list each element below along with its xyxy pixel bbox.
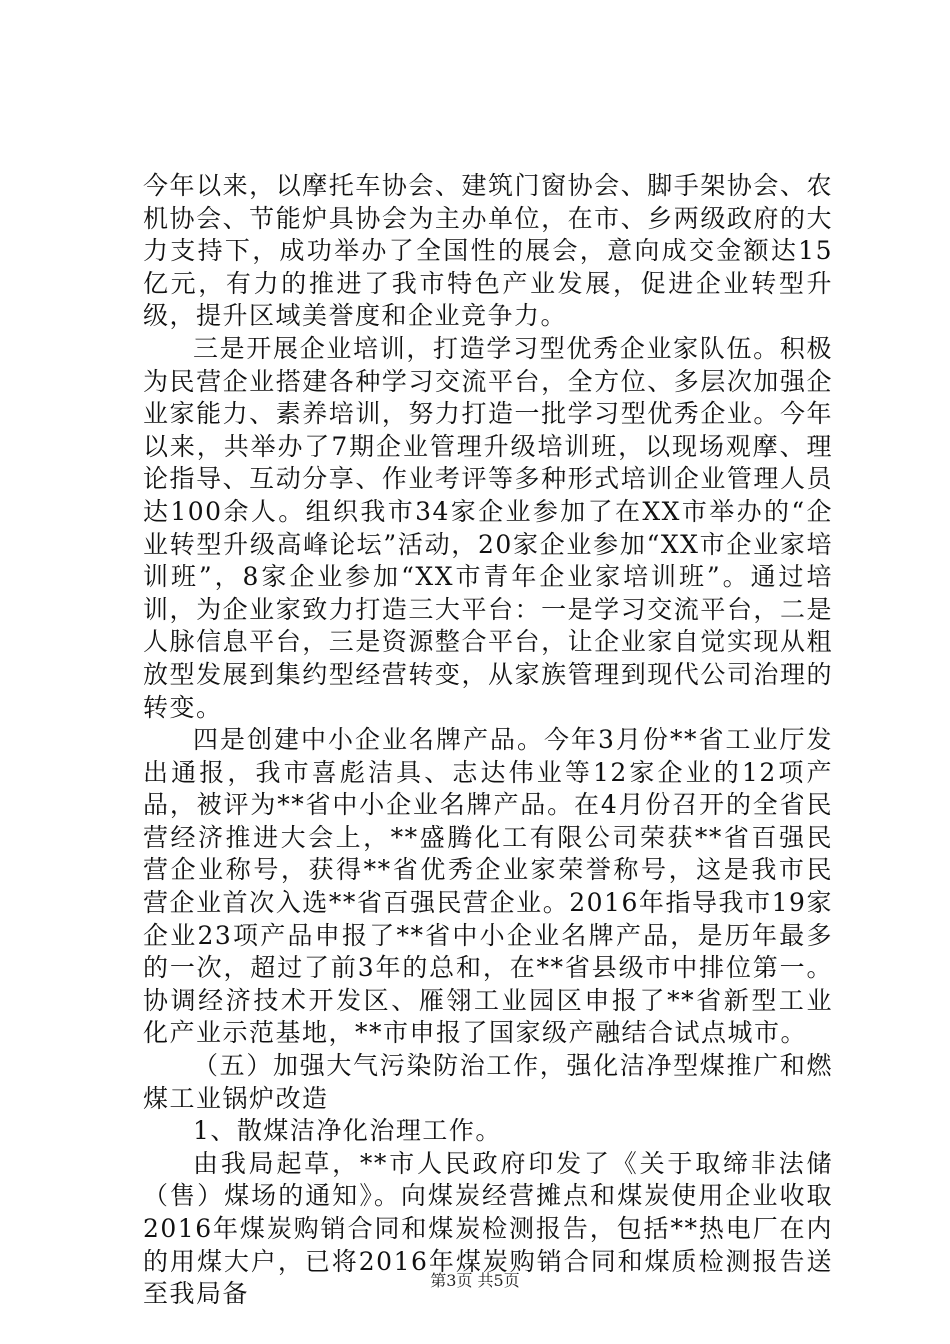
paragraph-brand-products: 四是创建中小企业名牌产品。今年3月份**省工业厅发出通报，我市喜彪洁具、志达伟业等12家企业的12项产品，被评为**省中小企业名牌产品。在4月份召开的全省民营经济推进大会上，**盛腾化工有限公司荣获**省百强民营企业称号，获得**省优秀企业家荣誉称号，这是我市民营企业首次入选**省百强民营企业。2016年指导我市19家企业23项产品申报了**省中小企业名牌产品，是历年最多的一次，超过了前3年的总和，在**省县级市中排位第一。协调经济技术开发区、雁翎工业园区申报了**省新型工业化产业示范基地，**市申报了国家级产融结合试点城市。 (143, 725, 833, 1048)
subheading-coal-cleaning: 1、散煤洁净化治理工作。 (193, 1116, 502, 1146)
section-heading-air-pollution: （五）加强大气污染防治工作，强化洁净型煤推广和燃煤工业锅炉改造 (143, 1051, 833, 1113)
paragraph-enterprise-training: 三是开展企业培训，打造学习型优秀企业家队伍。积极为民营企业搭建各种学习交流平台，全方位、多层次加强企业家能力、素养培训，努力打造一批学习型优秀企业。今年以来，共举办了7期企业管理升级培训班，以现场观摩、理论指导、互动分享、作业考评等多种形式培训企业管理人员达100余人。组织我市34家企业参加了在XX市举办的“企业转型升级高峰论坛”活动，20家企业参加“XX市企业家培训班”，8家企业参加“XX市青年企业家培训班”。通过培训，为企业家致力打造三大平台：一是学习交流平台，二是人脉信息平台，三是资源整合平台，让企业家自觉实现从粗放型发展到集约型经营转变，从家族管理到现代公司治理的转变。 (143, 333, 833, 722)
paragraph-coal-notice: 由我局起草，**市人民政府印发了《关于取缔非法储（售）煤场的通知》。向煤炭经营摊点和煤炭使用企业收取2016年煤炭购销合同和煤炭检测报告，包括**热电厂在内的用煤大户，已将2016年煤炭购销合同和煤质检测报告送至我局备 (143, 1148, 833, 1309)
body-text (143, 170, 833, 1311)
page-number-footer: 第3页 共5页 (430, 1271, 520, 1290)
paragraph-exhibitions: 今年以来，以摩托车协会、建筑门窗协会、脚手架协会、农机协会、节能炉具协会为主办单位，在市、乡两级政府的大力支持下，成功举办了全国性的展会，意向成交金额达15亿元，有力的推进了我市特色产业发展，促进企业转型升级，提升区域美誉度和企业竞争力。 (143, 171, 833, 331)
